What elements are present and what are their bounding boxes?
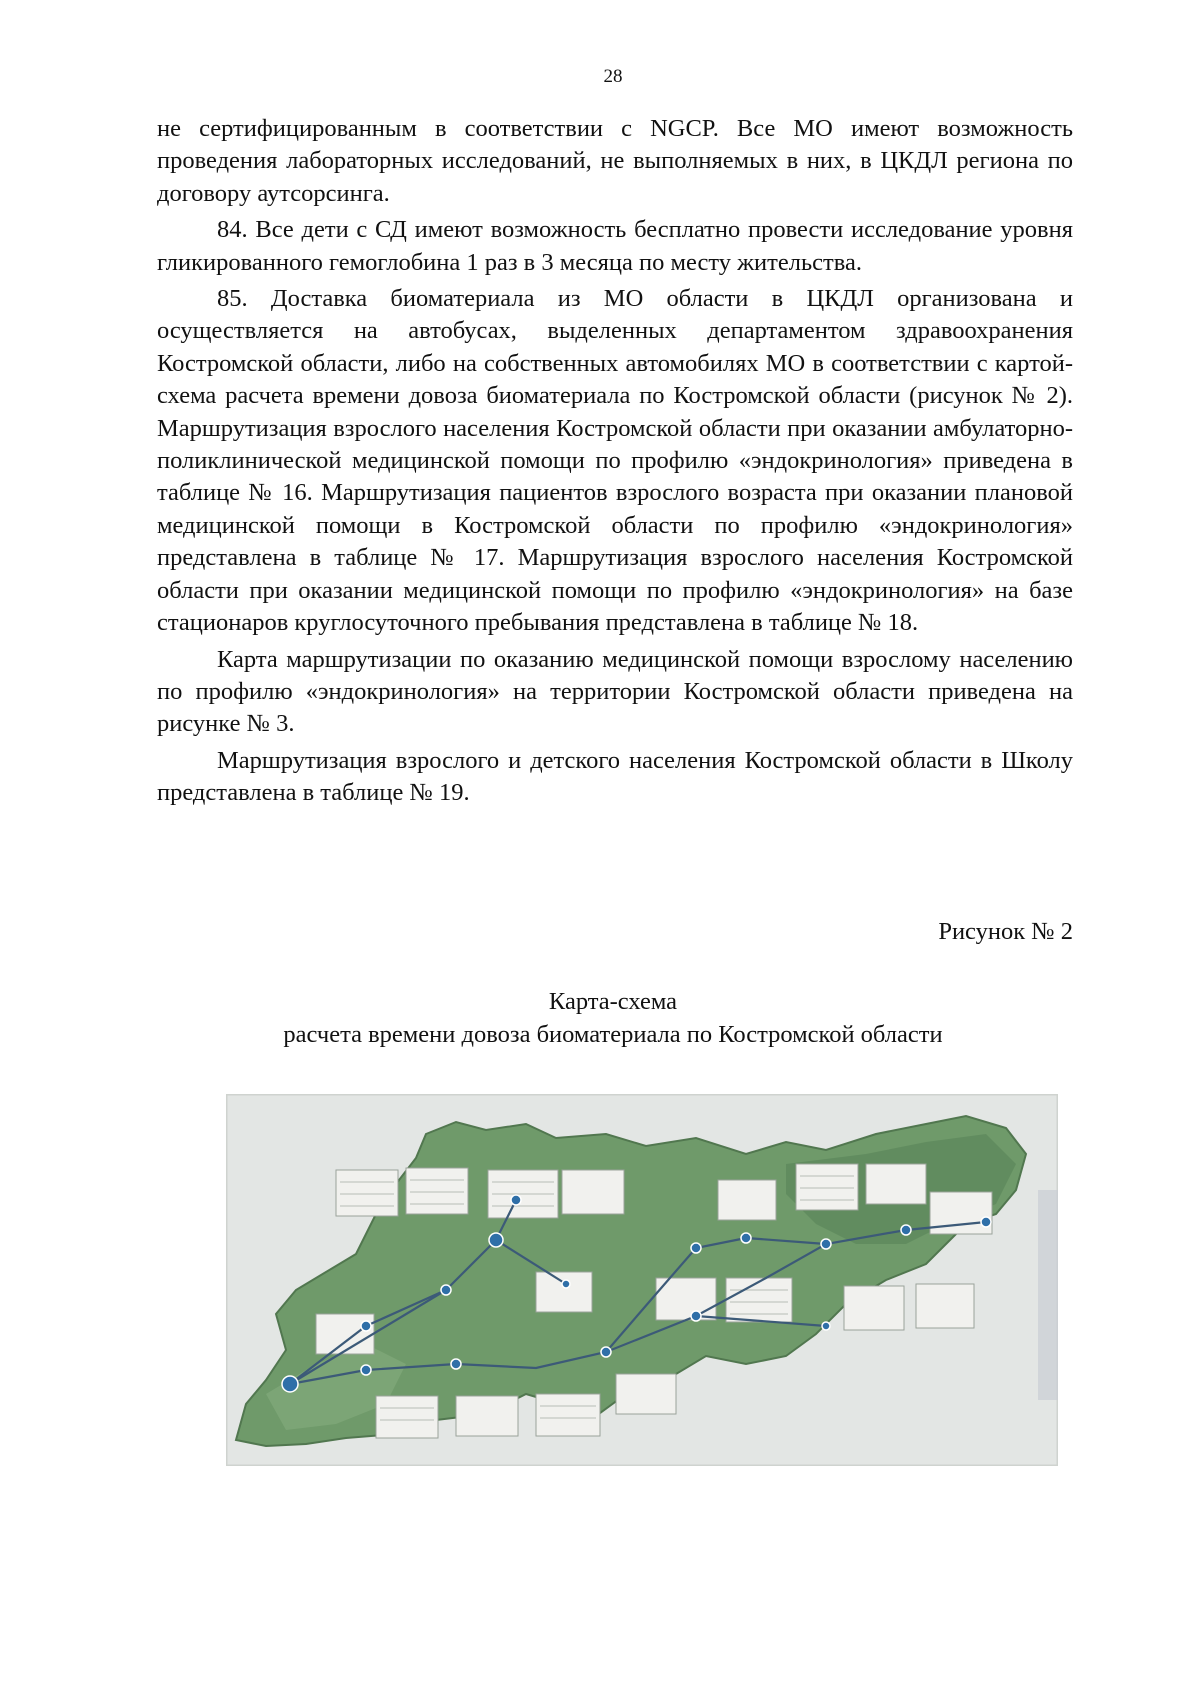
paragraph-school-routing: Маршрутизация взрослого и детского населения Костромской области в Школу представлена в таблице № 19. [157,746,1073,807]
paragraph-84: 84. Все дети с СД имеют возможность бесплатно провести исследование уровня гликированного гемоглобина 1 раз в 3 месяца по месту жительства. [157,216,1073,276]
map-edge-strip [1038,1190,1058,1400]
figure-label: Рисунок № 2 [938,918,1073,945]
caption-title: Карта-схема [548,988,678,1015]
body-text [157,113,1073,810]
region-map-drawing [226,1094,1058,1466]
page-number: 28 [603,66,623,87]
region-map-image [226,1094,1058,1466]
paragraph-routing-map: Карта маршрутизации по оказанию медицинской помощи взрослому населению по профилю «эндокринология» на территории Костромской области приведена на рисунке № 3. [157,645,1073,738]
paragraph-85: 85. Доставка биоматериала из МО области в ЦКДЛ организована и осуществляется на автобусах, выделенных департаментом здравоохранения Костромской области, либо на собственных автомобилях МО в соответствии с картой-схема расчета времени довоза биоматериала по Костромской области (рисунок № 2). Маршрутизация взрослого населения Костромской области при оказании амбулаторно-поликлинической медицинской помощи по профилю «эндокринология» приведена в таблице № 16. Маршрутизация пациентов взрослого возраста при оказании плановой медицинской помощи в Костромской области по профилю «эндокринология» представлена в таблице № 17. Маршрутизация взрослого населения Костромской области при оказании медицинской помощи по профилю «эндокринология» на базе стационаров круглосуточного пребывания представлена в таблице № 18. [157,285,1073,637]
paragraph-continuation: не сертифицированным в соответствии с NGCP. Все МО имеют возможность проведения лабораторных исследований, не выполняемых в них, в ЦКДЛ региона по договору аутсорсинга. [157,115,1073,207]
figure-caption [0,985,1200,1051]
caption-subtitle: расчета времени довоза биоматериала по Костромской области [283,1021,943,1048]
